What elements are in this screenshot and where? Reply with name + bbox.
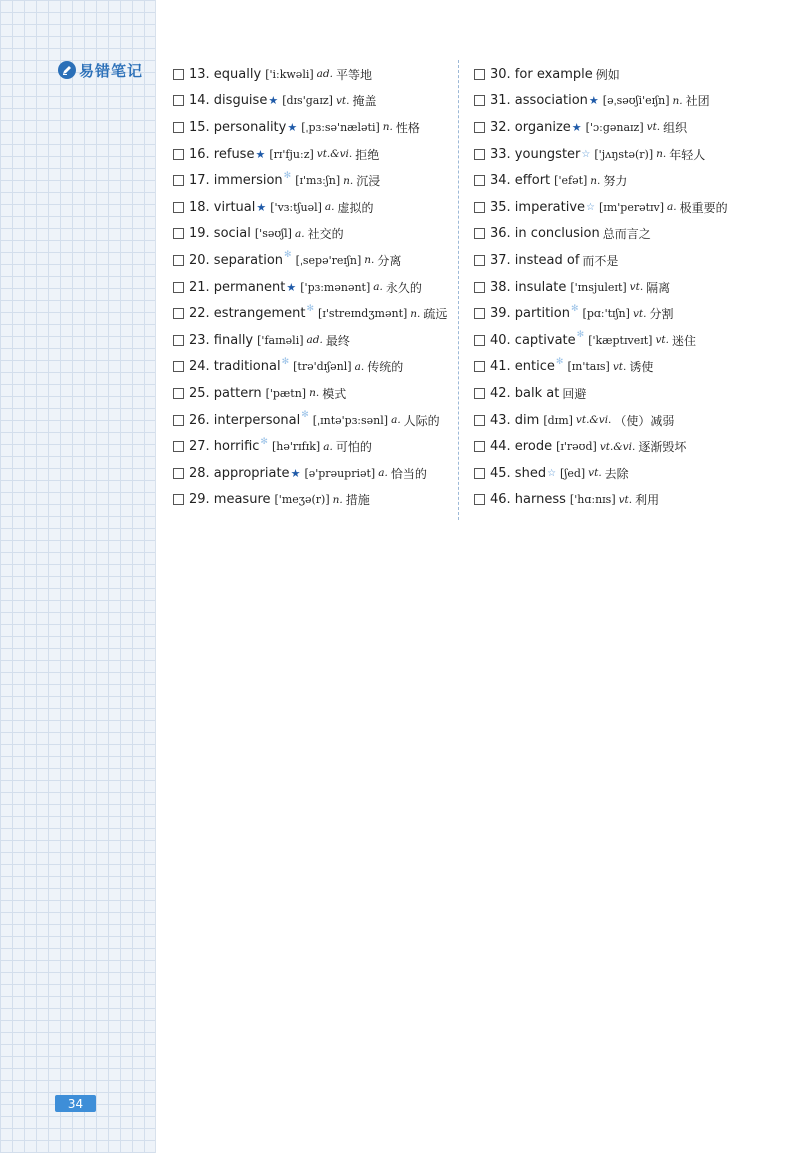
phonetic: ['iːkwəli] bbox=[265, 67, 314, 81]
checkbox[interactable] bbox=[474, 255, 485, 266]
meaning: 隔离 bbox=[646, 280, 671, 295]
section-logo bbox=[58, 59, 143, 81]
phonetic: ['pætn] bbox=[265, 386, 307, 400]
meaning: 组织 bbox=[663, 120, 688, 135]
part-of-speech: a. bbox=[294, 227, 305, 240]
checkbox[interactable] bbox=[474, 361, 485, 372]
star-icon: ☆ bbox=[586, 201, 596, 213]
part-of-speech: vt. bbox=[618, 493, 633, 506]
meaning: 平等地 bbox=[335, 67, 372, 82]
checkbox[interactable] bbox=[173, 95, 184, 106]
phonetic: ['ɔːgənaɪz] bbox=[585, 120, 644, 134]
checkbox[interactable] bbox=[474, 335, 485, 346]
meaning: 拒绝 bbox=[355, 147, 380, 162]
star-icon: ★ bbox=[571, 120, 582, 134]
checkbox[interactable] bbox=[474, 122, 485, 133]
part-of-speech: a. bbox=[354, 360, 365, 373]
star-icon: ✻ bbox=[570, 303, 579, 314]
part-of-speech: ad. bbox=[306, 334, 323, 347]
vocab-word: 23. finally bbox=[189, 332, 254, 348]
phonetic: [ɪn'taɪs] bbox=[567, 360, 610, 374]
vocab-item bbox=[474, 167, 728, 194]
checkbox[interactable] bbox=[474, 494, 485, 505]
checkbox[interactable] bbox=[474, 69, 485, 80]
phonetic: ['efət] bbox=[554, 174, 588, 188]
part-of-speech: vt. bbox=[646, 121, 661, 134]
vocab-word: 19. social bbox=[189, 226, 251, 242]
vocab-item bbox=[173, 354, 447, 381]
meaning: 疏远 bbox=[423, 307, 448, 322]
part-of-speech: a. bbox=[323, 440, 333, 453]
meaning: 模式 bbox=[322, 386, 347, 401]
checkbox[interactable] bbox=[173, 255, 184, 266]
phonetic: [hə'rɪfɪk] bbox=[271, 440, 321, 454]
meaning: 沉浸 bbox=[356, 174, 381, 189]
vocab-word: 16. refuse bbox=[189, 146, 255, 162]
checkbox[interactable] bbox=[173, 228, 184, 239]
vocab-item bbox=[173, 247, 447, 274]
checkbox[interactable] bbox=[173, 282, 184, 293]
star-icon: ✻ bbox=[281, 356, 290, 367]
vocab-word: 36. in conclusion bbox=[490, 226, 600, 242]
vocab-item bbox=[173, 487, 447, 514]
meaning: 努力 bbox=[603, 174, 628, 189]
meaning: 社团 bbox=[685, 94, 710, 109]
vocab-item bbox=[173, 114, 447, 141]
vocab-item bbox=[474, 88, 728, 115]
meaning: 总而言之 bbox=[602, 227, 651, 242]
vocab-item bbox=[474, 487, 728, 514]
vocab-word: 46. harness bbox=[490, 492, 566, 508]
vocab-word: 28. appropriate bbox=[189, 465, 290, 481]
vocab-column-left bbox=[173, 61, 447, 513]
checkbox[interactable] bbox=[474, 441, 485, 452]
vocab-item bbox=[474, 61, 728, 88]
vocab-item bbox=[474, 354, 728, 381]
phonetic: [ɪ'rəʊd] bbox=[556, 440, 597, 454]
part-of-speech: vt. bbox=[612, 360, 627, 373]
vocab-word: 20. separation bbox=[189, 252, 284, 268]
star-icon: ✻ bbox=[284, 250, 292, 261]
star-icon: ★ bbox=[255, 147, 266, 161]
meaning: 虚拟的 bbox=[337, 200, 374, 215]
meaning: 分割 bbox=[649, 307, 674, 322]
phonetic: [trə'dɪʃənl] bbox=[293, 360, 352, 374]
star-icon: ☆ bbox=[581, 148, 591, 160]
star-icon: ★ bbox=[268, 94, 279, 108]
meaning: 社交的 bbox=[307, 227, 344, 242]
vocab-word: 32. organize bbox=[490, 119, 571, 135]
phonetic: [ɪ'streɪndʒmənt] bbox=[318, 307, 408, 321]
part-of-speech: n. bbox=[364, 254, 375, 267]
star-icon: ✻ bbox=[260, 436, 268, 447]
part-of-speech: vt.&vi. bbox=[316, 148, 353, 161]
vocab-item bbox=[474, 141, 728, 168]
vocab-word: 34. effort bbox=[490, 173, 551, 189]
vocab-word: 38. insulate bbox=[490, 279, 567, 295]
checkbox[interactable] bbox=[173, 175, 184, 186]
vocab-item bbox=[474, 460, 728, 487]
star-icon: ★ bbox=[290, 466, 301, 480]
phonetic: [dɪs'gaɪz] bbox=[282, 94, 333, 108]
part-of-speech: a. bbox=[391, 414, 401, 427]
vocab-word: 37. instead of bbox=[490, 252, 580, 268]
vocab-item bbox=[474, 247, 728, 274]
vocab-word: 22. estrangement bbox=[189, 306, 306, 322]
meaning: 例如 bbox=[595, 67, 620, 82]
star-icon: ✻ bbox=[306, 303, 315, 314]
vocab-item bbox=[173, 141, 447, 168]
meaning: 传统的 bbox=[367, 360, 404, 375]
phonetic: ['vɜːtʃuəl] bbox=[270, 200, 322, 214]
checkbox[interactable] bbox=[474, 95, 485, 106]
star-icon: ★ bbox=[286, 280, 297, 294]
checkbox[interactable] bbox=[173, 69, 184, 80]
meaning: 回避 bbox=[562, 386, 587, 401]
part-of-speech: n. bbox=[343, 174, 354, 187]
vocab-item bbox=[474, 380, 728, 407]
phonetic: [ʃed] bbox=[560, 466, 586, 480]
meaning: 措施 bbox=[345, 493, 370, 508]
part-of-speech: a. bbox=[378, 467, 388, 480]
star-icon: ✻ bbox=[283, 170, 292, 181]
pencil-icon bbox=[58, 61, 76, 79]
meaning: 逐渐毁坏 bbox=[638, 440, 687, 455]
phonetic: [əˌsəʊʃi'eɪʃn] bbox=[602, 94, 670, 108]
vocab-word: 31. association bbox=[490, 93, 588, 109]
meaning: 恰当的 bbox=[390, 466, 427, 481]
vocab-item bbox=[173, 327, 447, 354]
checkbox[interactable] bbox=[173, 122, 184, 133]
section-title: 易错笔记 bbox=[79, 61, 144, 80]
part-of-speech: n. bbox=[332, 493, 343, 506]
meaning: 永久的 bbox=[385, 280, 422, 295]
star-icon: ☆ bbox=[547, 467, 557, 479]
star-icon: ✻ bbox=[301, 410, 309, 421]
part-of-speech: ad. bbox=[316, 68, 333, 81]
vocab-word: 41. entice bbox=[490, 359, 555, 375]
phonetic: [pɑː'tɪʃn] bbox=[582, 307, 630, 321]
part-of-speech: vt. bbox=[335, 94, 350, 107]
vocab-item bbox=[173, 407, 447, 434]
vocab-word: 21. permanent bbox=[189, 279, 286, 295]
phonetic: ['jʌŋstə(r)] bbox=[594, 147, 654, 161]
vocab-item bbox=[173, 167, 447, 194]
vocab-word: 26. interpersonal bbox=[189, 412, 301, 428]
phonetic: ['kæptɪveɪt] bbox=[588, 333, 653, 347]
checkbox[interactable] bbox=[474, 388, 485, 399]
vocab-word: 40. captivate bbox=[490, 332, 576, 348]
part-of-speech: a. bbox=[324, 201, 335, 214]
vocab-word: 18. virtual bbox=[189, 199, 256, 215]
vocab-item bbox=[474, 433, 728, 460]
grid-margin-strip bbox=[0, 0, 155, 1153]
star-icon: ★ bbox=[287, 120, 298, 134]
vocab-word: 39. partition bbox=[490, 306, 570, 322]
meaning: 年轻人 bbox=[669, 147, 706, 162]
vocab-word: 13. equally bbox=[189, 66, 262, 82]
vocab-item bbox=[173, 300, 447, 327]
vocab-item bbox=[474, 221, 728, 248]
column-divider bbox=[458, 60, 459, 520]
part-of-speech: vt. bbox=[632, 307, 647, 320]
checkbox[interactable] bbox=[474, 308, 485, 319]
vocab-word: 30. for example bbox=[490, 66, 593, 82]
meaning: 可怕的 bbox=[335, 440, 372, 455]
vocab-item bbox=[474, 114, 728, 141]
vocab-item bbox=[474, 407, 728, 434]
vocab-item bbox=[173, 460, 447, 487]
vocab-word: 35. imperative bbox=[490, 199, 586, 215]
page-number-badge: 34 bbox=[55, 1095, 96, 1112]
phonetic: ['hɑːnɪs] bbox=[569, 493, 616, 507]
vocab-item bbox=[474, 300, 728, 327]
vocab-item bbox=[474, 327, 728, 354]
vocab-word: 27. horrific bbox=[189, 439, 260, 455]
checkbox[interactable] bbox=[173, 202, 184, 213]
meaning: 诱使 bbox=[629, 360, 654, 375]
meaning: 掩盖 bbox=[352, 94, 377, 109]
vocab-word: 17. immersion bbox=[189, 173, 283, 189]
part-of-speech: n. bbox=[656, 148, 667, 161]
part-of-speech: a. bbox=[667, 201, 677, 214]
vocab-item bbox=[173, 274, 447, 301]
meaning: 人际的 bbox=[403, 413, 440, 428]
part-of-speech: n. bbox=[672, 94, 683, 107]
phonetic: [ˌsepə'reɪʃn] bbox=[295, 253, 362, 267]
checkbox[interactable] bbox=[474, 282, 485, 293]
meaning: 性格 bbox=[395, 120, 420, 135]
checkbox[interactable] bbox=[173, 441, 184, 452]
part-of-speech: n. bbox=[410, 307, 421, 320]
star-icon: ★ bbox=[588, 94, 599, 108]
vocab-word: 45. shed bbox=[490, 465, 547, 481]
part-of-speech: vt. bbox=[655, 334, 669, 347]
checkbox[interactable] bbox=[173, 335, 184, 346]
meaning: 利用 bbox=[635, 493, 660, 508]
checkbox[interactable] bbox=[173, 308, 184, 319]
phonetic: [ˌɪntə'pɜːsənl] bbox=[312, 413, 389, 427]
phonetic: [dɪm] bbox=[543, 413, 573, 427]
part-of-speech: vt. bbox=[588, 467, 602, 480]
phonetic: [ɪ'mɜːʃn] bbox=[295, 174, 341, 188]
phonetic: ['faɪnəli] bbox=[257, 333, 304, 347]
vocab-item bbox=[474, 194, 728, 221]
phonetic: [rɪ'fjuːz] bbox=[269, 147, 314, 161]
checkbox[interactable] bbox=[474, 468, 485, 479]
checkbox[interactable] bbox=[474, 415, 485, 426]
part-of-speech: n. bbox=[309, 387, 320, 400]
checkbox[interactable] bbox=[173, 468, 184, 479]
star-icon: ★ bbox=[256, 200, 267, 214]
vocab-word: 42. balk at bbox=[490, 385, 560, 401]
vocab-item bbox=[173, 61, 447, 88]
vocab-item bbox=[173, 88, 447, 115]
meaning: 极重要的 bbox=[679, 200, 728, 215]
margin-edge-line bbox=[155, 0, 156, 1153]
meaning: 最终 bbox=[325, 333, 350, 348]
part-of-speech: vt.&vi. bbox=[599, 440, 636, 453]
vocab-column-right bbox=[474, 61, 728, 513]
part-of-speech: vt. bbox=[629, 281, 644, 294]
checkbox[interactable] bbox=[474, 202, 485, 213]
meaning: 去除 bbox=[604, 466, 629, 481]
vocab-item bbox=[173, 433, 447, 460]
phonetic: [ˌpɜːsə'næləti] bbox=[301, 120, 380, 134]
part-of-speech: n. bbox=[590, 174, 601, 187]
checkbox[interactable] bbox=[173, 415, 184, 426]
phonetic: [ə'prəupriət] bbox=[304, 466, 376, 480]
vocab-word: 33. youngster bbox=[490, 146, 581, 162]
phonetic: ['pɜːmənənt] bbox=[300, 280, 371, 294]
checkbox[interactable] bbox=[173, 361, 184, 372]
vocab-item bbox=[474, 274, 728, 301]
vocab-word: 14. disguise bbox=[189, 93, 268, 109]
phonetic: ['səʊʃl] bbox=[254, 227, 292, 241]
checkbox[interactable] bbox=[173, 149, 184, 160]
phonetic: [ɪm'perətɪv] bbox=[599, 200, 665, 214]
checkbox[interactable] bbox=[173, 388, 184, 399]
vocab-word: 25. pattern bbox=[189, 385, 262, 401]
vocab-word: 15. personality bbox=[189, 119, 287, 135]
phonetic: ['meʒə(r)] bbox=[274, 493, 330, 507]
vocab-item bbox=[173, 194, 447, 221]
meaning: 迷住 bbox=[671, 333, 696, 348]
vocab-item bbox=[173, 380, 447, 407]
phonetic: ['ɪnsjuleɪt] bbox=[570, 280, 627, 294]
vocab-item bbox=[173, 221, 447, 248]
checkbox[interactable] bbox=[474, 149, 485, 160]
meaning: （使）减弱 bbox=[614, 413, 675, 428]
vocab-word: 24. traditional bbox=[189, 359, 281, 375]
checkbox[interactable] bbox=[474, 175, 485, 186]
vocab-word: 43. dim bbox=[490, 412, 540, 428]
star-icon: ✻ bbox=[576, 330, 585, 341]
meaning: 分离 bbox=[377, 253, 402, 268]
part-of-speech: vt.&vi. bbox=[575, 414, 612, 427]
part-of-speech: n. bbox=[382, 121, 393, 134]
vocab-word: 29. measure bbox=[189, 492, 271, 508]
checkbox[interactable] bbox=[474, 228, 485, 239]
checkbox[interactable] bbox=[173, 494, 184, 505]
star-icon: ✻ bbox=[555, 356, 564, 367]
vocab-word: 44. erode bbox=[490, 439, 553, 455]
part-of-speech: a. bbox=[373, 281, 383, 294]
meaning: 而不是 bbox=[582, 253, 619, 268]
